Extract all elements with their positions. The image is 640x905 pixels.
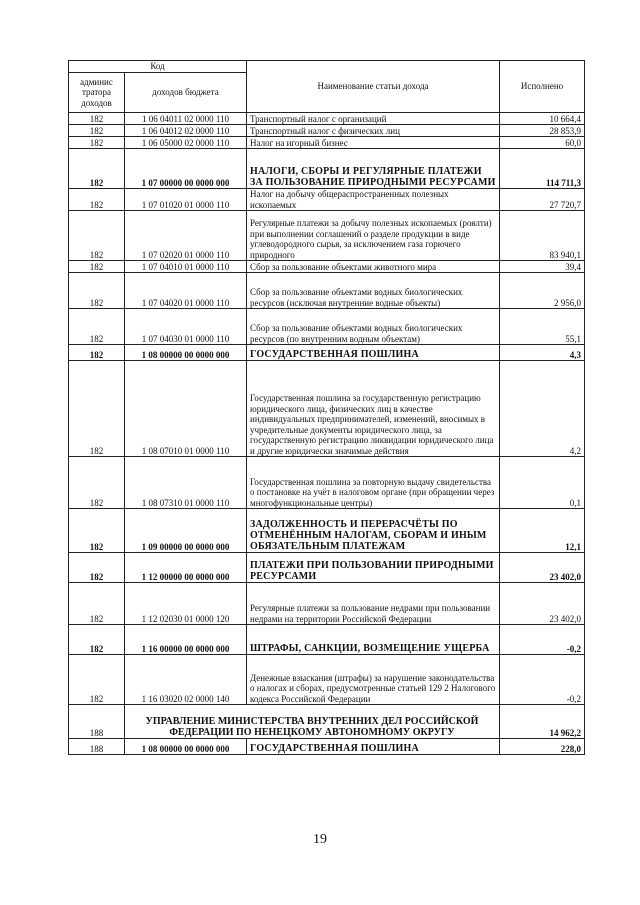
admin-cell: 182 (69, 553, 125, 583)
name-cell: ШТРАФЫ, САНКЦИИ, ВОЗМЕЩЕНИЕ УЩЕРБА (247, 625, 500, 655)
table-row (69, 739, 585, 755)
code-cell: 1 08 00000 00 0000 000 (125, 739, 247, 755)
table-row (69, 553, 585, 583)
value-cell: 39,4 (500, 261, 585, 273)
value-cell: 14 962,2 (500, 705, 585, 739)
admin-cell: 182 (69, 261, 125, 273)
value-cell: 0,1 (500, 457, 585, 509)
code-cell: 1 06 05000 02 0000 110 (125, 137, 247, 149)
name-header: Наименование статьи дохода (247, 61, 500, 113)
name-cell: Денежные взыскания (штрафы) за нарушение законодательства о налогах и сборах, предусмотренные статьей 129 2 Налогового кодекса Российской Федерации (247, 655, 500, 705)
code-header: Код (69, 61, 247, 73)
name-cell: Регулярные платежи за добычу полезных ископаемых (роялти) при выполнении соглашений о разделе продукции в виде углеводородного сырья, за исключением газа горючего природного (247, 211, 500, 261)
name-cell: ГОСУДАРСТВЕННАЯ ПОШЛИНА (247, 345, 500, 361)
value-cell: 27 720,7 (500, 189, 585, 211)
table-row (69, 261, 585, 273)
value-cell: -0,2 (500, 655, 585, 705)
table-row (69, 345, 585, 361)
code-cell: 1 07 01020 01 0000 110 (125, 189, 247, 211)
name-cell: Сбор за пользование объектами водных биологических ресурсов (по внутренним водным объектам) (247, 309, 500, 345)
code-cell: 1 16 03020 02 0000 140 (125, 655, 247, 705)
code-cell: 1 08 07010 01 0000 110 (125, 361, 247, 457)
admin-cell: 182 (69, 625, 125, 655)
value-cell: 228,0 (500, 739, 585, 755)
value-cell: 23 402,0 (500, 583, 585, 625)
budget-table-container (68, 60, 584, 755)
code-cell: 1 08 07310 01 0000 110 (125, 457, 247, 509)
admin-cell: 182 (69, 113, 125, 125)
admin-cell: 182 (69, 583, 125, 625)
page-number: 19 (313, 832, 327, 847)
table-row (69, 457, 585, 509)
table-row (69, 309, 585, 345)
code-cell: 1 12 00000 00 0000 000 (125, 553, 247, 583)
admin-cell: 182 (69, 211, 125, 261)
table-row (69, 137, 585, 149)
value-cell: 114 711,3 (500, 149, 585, 189)
table-row (69, 189, 585, 211)
code-cell: 1 09 00000 00 0000 000 (125, 509, 247, 553)
table-row (69, 211, 585, 261)
name-cell: Транспортный налог с физических лиц (247, 125, 500, 137)
name-cell: ПЛАТЕЖИ ПРИ ПОЛЬЗОВАНИИ ПРИРОДНЫМИ РЕСУРСАМИ (247, 553, 500, 583)
name-cell: Регулярные платежи за пользование недрами при пользовании недрами на территории Российской Федерации (247, 583, 500, 625)
value-cell: 2 956,0 (500, 273, 585, 309)
code-cell: 1 12 02030 01 0000 120 (125, 583, 247, 625)
name-cell: Налог на игорный бизнес (247, 137, 500, 149)
executed-header: Исполнено (500, 61, 585, 113)
admin-cell: 182 (69, 309, 125, 345)
value-cell: 55,1 (500, 309, 585, 345)
name-cell: Государственная пошлина за государственную регистрацию юридического лица, физических лиц в качестве индивидуальных предпринимателей, изменений, вносимых в учредительные документы юридического лица, за государственную регистрацию ликвидации юридического лица и другие юридически значимые действия (247, 361, 500, 457)
admin-cell: 182 (69, 361, 125, 457)
code-cell: 1 07 00000 00 0000 000 (125, 149, 247, 189)
admin-cell: 182 (69, 345, 125, 361)
value-cell: 83 940,1 (500, 211, 585, 261)
budget-income-header: доходов бюджета (125, 73, 247, 113)
code-cell: 1 16 00000 00 0000 000 (125, 625, 247, 655)
budget-income-table (68, 60, 585, 755)
code-cell: 1 07 02020 01 0000 110 (125, 211, 247, 261)
name-cell: ЗАДОЛЖЕННОСТЬ И ПЕРЕРАСЧЁТЫ ПО ОТМЕНЁННЫМ НАЛОГАМ, СБОРАМ И ИНЫМ ОБЯЗАТЕЛЬНЫМ ПЛАТЕЖАМ (247, 509, 500, 553)
value-cell: 60,0 (500, 137, 585, 149)
name-cell: Транспортный налог с организаций (247, 113, 500, 125)
section-row (69, 705, 585, 739)
value-cell: 4,3 (500, 345, 585, 361)
code-cell: 1 08 00000 00 0000 000 (125, 345, 247, 361)
admin-cell: 182 (69, 273, 125, 309)
value-cell: 23 402,0 (500, 553, 585, 583)
value-cell: 12,1 (500, 509, 585, 553)
name-cell: Налог на добычу общераспространенных полезных ископаемых (247, 189, 500, 211)
value-cell: 10 664,4 (500, 113, 585, 125)
admin-cell: 182 (69, 655, 125, 705)
admin-cell: 188 (69, 739, 125, 755)
code-cell: 1 06 04011 02 0000 110 (125, 113, 247, 125)
code-cell: 1 07 04030 01 0000 110 (125, 309, 247, 345)
table-body (69, 113, 585, 755)
name-cell: Сбор за пользование объектами животного мира (247, 261, 500, 273)
admin-cell: 182 (69, 137, 125, 149)
admin-cell: 188 (69, 705, 125, 739)
admin-header: админис тратора доходов (69, 73, 125, 113)
admin-cell: 182 (69, 457, 125, 509)
table-row (69, 125, 585, 137)
name-cell: Государственная пошлина за повторную выдачу свидетельства о постановке на учёт в налоговом органе (при обращении через многофункциональные центры) (247, 457, 500, 509)
table-row (69, 583, 585, 625)
admin-cell: 182 (69, 189, 125, 211)
admin-cell: 182 (69, 125, 125, 137)
admin-cell: 182 (69, 509, 125, 553)
value-cell: 28 853,9 (500, 125, 585, 137)
name-cell: НАЛОГИ, СБОРЫ И РЕГУЛЯРНЫЕ ПЛАТЕЖИ ЗА ПОЛЬЗОВАНИЕ ПРИРОДНЫМИ РЕСУРСАМИ (247, 149, 500, 189)
table-row (69, 625, 585, 655)
table-row (69, 509, 585, 553)
table-row (69, 655, 585, 705)
table-row (69, 361, 585, 457)
table-row (69, 113, 585, 125)
value-cell: 4,2 (500, 361, 585, 457)
code-cell: 1 07 04020 01 0000 110 (125, 273, 247, 309)
value-cell: -0,2 (500, 625, 585, 655)
section-title: УПРАВЛЕНИЕ МИНИСТЕРСТВА ВНУТРЕННИХ ДЕЛ РОССИЙСКОЙ ФЕДЕРАЦИИ ПО НЕНЕЦКОМУ АВТОНОМНОМУ ОКРУГУ (125, 705, 500, 739)
admin-cell: 182 (69, 149, 125, 189)
table-row (69, 273, 585, 309)
name-cell: ГОСУДАРСТВЕННАЯ ПОШЛИНА (247, 739, 500, 755)
name-cell: Сбор за пользование объектами водных биологических ресурсов (исключая внутренние водные объекты) (247, 273, 500, 309)
code-cell: 1 06 04012 02 0000 110 (125, 125, 247, 137)
table-row (69, 149, 585, 189)
code-cell: 1 07 04010 01 0000 110 (125, 261, 247, 273)
